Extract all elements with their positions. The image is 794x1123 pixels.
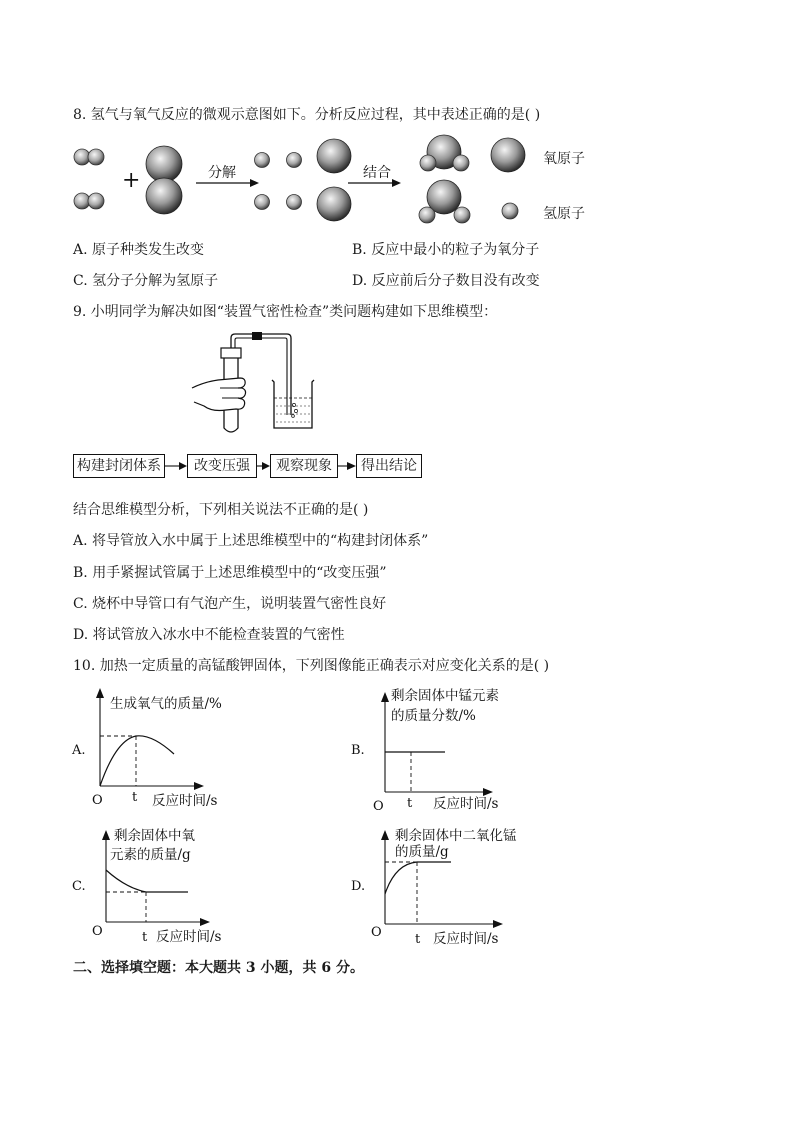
flow-step-2: 改变压强 <box>187 454 257 478</box>
oxygen-molecule <box>146 146 182 214</box>
graph-b-t: t <box>407 796 413 811</box>
q8-option-c[interactable]: C. 氢分子分解为氢原子 <box>73 273 219 289</box>
flow-arrows <box>163 458 363 474</box>
graph-c[interactable] <box>66 822 266 950</box>
q8-option-b[interactable]: B. 反应中最小的粒子为氧分子 <box>352 242 540 258</box>
combine-label: 结合 <box>363 165 391 181</box>
graph-a-ylabel: 生成氧气的质量/% <box>110 696 222 712</box>
graph-a-xlabel: 反应时间/s <box>152 793 218 809</box>
graph-a-t: t <box>132 790 138 805</box>
q9-stem: 9. 小明同学为解决如图“装置气密性检查”类问题构建如下思维模型： <box>73 304 498 320</box>
arrow-right-icon <box>483 788 493 796</box>
flow-step-4: 得出结论 <box>356 454 422 478</box>
hand-icon <box>192 378 246 411</box>
arrow-up-icon <box>381 830 389 840</box>
graph-d[interactable] <box>345 822 555 952</box>
arrow-right-icon <box>200 918 210 926</box>
q10-stem: 10. 加热一定质量的高锰酸钾固体，下列图像能正确表示对应变化关系的是( ) <box>73 658 550 674</box>
legend-hydrogen-atom <box>502 203 518 219</box>
arrow-right-icon <box>256 462 270 470</box>
legend-oxygen-atom <box>491 138 525 172</box>
graph-a-origin: O <box>92 793 103 808</box>
arrow-up-icon <box>381 692 389 702</box>
stopper-icon <box>221 348 241 358</box>
q8-option-d[interactable]: D. 反应前后分子数目没有改变 <box>352 273 540 289</box>
section-2-title: 二、选择填空题：本大题共 3 小题，共 6 分。 <box>73 960 364 976</box>
graph-b-ylabel-2: 的质量分数/% <box>391 708 476 724</box>
graph-c-ylabel-2: 元素的质量/g <box>110 847 191 863</box>
graph-d-t: t <box>415 932 421 947</box>
bubble-icon <box>294 409 297 412</box>
graph-b-origin: O <box>373 799 384 814</box>
graph-d-ylabel-1: 剩余固体中二氧化锰 <box>395 828 517 844</box>
graph-c-xlabel: 反应时间/s <box>156 929 222 945</box>
graph-c-t: t <box>142 930 148 945</box>
graph-b[interactable] <box>345 684 545 818</box>
graph-d-origin: O <box>371 925 382 940</box>
legend-hydrogen-label: 氢原子 <box>543 206 585 222</box>
arrow-up-icon <box>96 688 104 698</box>
arrow-right-icon <box>337 462 356 470</box>
q8-stem: 8. 氢气与氧气反应的微观示意图如下。分析反应过程，其中表述正确的是( ) <box>73 107 541 123</box>
flow-step-1: 构建封闭体系 <box>73 454 165 478</box>
hydrogen-molecule-2 <box>74 193 104 209</box>
water-molecule-2 <box>419 180 470 223</box>
graph-a[interactable] <box>66 684 266 814</box>
graph-a-curve <box>100 736 174 786</box>
graph-a-label: A. <box>72 743 86 758</box>
water-molecule-1 <box>420 135 469 171</box>
rubber-joint-icon <box>252 332 262 340</box>
q8-molecule-diagram <box>60 130 620 230</box>
bubble-icon <box>292 415 295 418</box>
arrow-right-icon <box>194 782 204 790</box>
q9-option-b[interactable]: B. 用手紧握试管属于上述思维模型中的“改变压强” <box>73 565 387 581</box>
arrow-right-icon <box>493 920 503 928</box>
airtightness-apparatus-diagram <box>190 330 330 435</box>
graph-c-curve <box>106 870 188 892</box>
arrow-up-icon <box>102 830 110 840</box>
graph-b-xlabel: 反应时间/s <box>433 796 499 812</box>
q8-option-a[interactable]: A. 原子种类发生改变 <box>73 242 205 258</box>
plus-sign: + <box>122 168 141 193</box>
q9-question: 结合思维模型分析，下列相关说法不正确的是( ) <box>73 502 369 518</box>
graph-d-xlabel: 反应时间/s <box>433 931 499 947</box>
arrow-right-icon <box>164 462 187 470</box>
graph-c-ylabel-1: 剩余固体中氧 <box>114 828 195 844</box>
separated-atoms <box>255 139 352 221</box>
graph-b-ylabel-1: 剩余固体中锰元素 <box>391 688 499 704</box>
q9-option-c[interactable]: C. 烧杯中导管口有气泡产生，说明装置气密性良好 <box>73 596 387 612</box>
graph-c-origin: O <box>92 924 103 939</box>
flow-step-3: 观察现象 <box>270 454 338 478</box>
decompose-label: 分解 <box>208 165 236 181</box>
hydrogen-molecule-1 <box>74 149 104 165</box>
graph-d-ylabel-2: 的质量/g <box>395 844 449 860</box>
legend-oxygen-label: 氧原子 <box>543 151 585 167</box>
graph-d-curve <box>385 862 451 894</box>
graph-d-label: D. <box>351 879 366 894</box>
graph-b-label: B. <box>351 743 365 758</box>
graph-c-label: C. <box>72 879 86 894</box>
q9-option-a[interactable]: A. 将导管放入水中属于上述思维模型中的“构建封闭体系” <box>73 533 429 549</box>
q9-option-d[interactable]: D. 将试管放入冰水中不能检查装置的气密性 <box>73 627 345 643</box>
